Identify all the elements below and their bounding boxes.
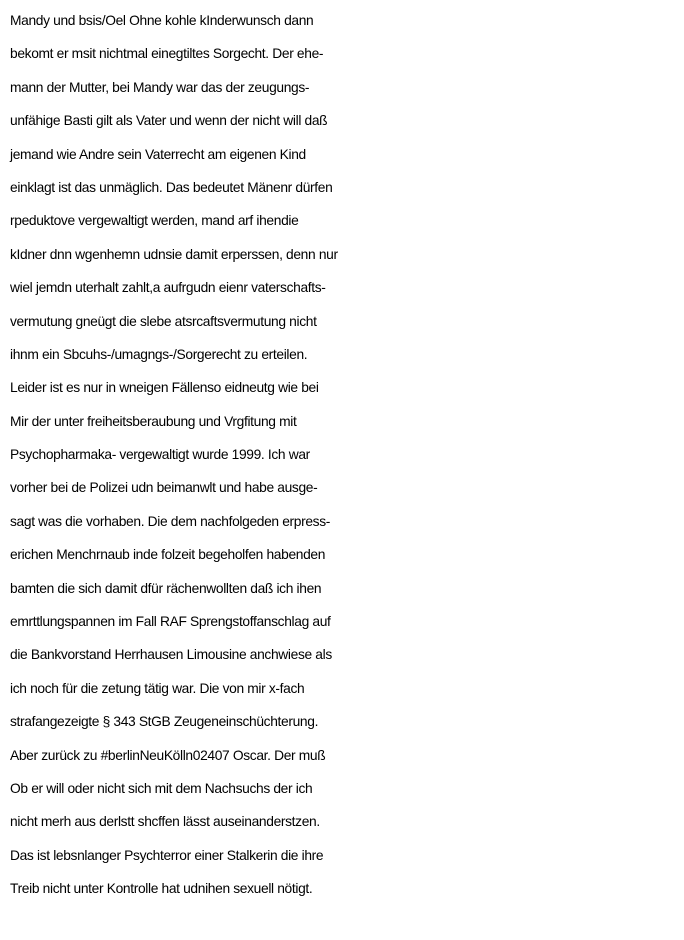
text-line: kIdner dnn wgenhemn udnsie damit erperssen, denn nur	[10, 246, 338, 262]
text-line: bekomt er msit nichtmal einegtiltes Sorgecht. Der ehe-	[10, 46, 324, 62]
text-line: sagt was die vorhaben. Die dem nachfolgeden erpress-	[10, 513, 331, 529]
text-line: bamten die sich damit dfür rächenwollten daß ich ihen	[10, 580, 322, 596]
text-line: Mandy und bsis/Oel Ohne kohle kInderwunsch dann	[10, 13, 314, 28]
text-line: unfähige Basti gilt als Vater und wenn der nicht will daß	[10, 113, 328, 129]
text-line: Mir der unter freiheitsberaubung und Vrgfitung mit	[10, 413, 297, 429]
text-line: ihnm ein Sbcuhs-/umagngs-/Sorgerecht zu erteilen.	[10, 346, 308, 362]
text-line: Das ist lebsnlanger Psychterror einer Stalkerin die ihre	[10, 847, 324, 863]
text-line: jemand wie Andre sein Vaterrecht am eigenen Kind	[10, 146, 306, 162]
text-line: Aber zurück zu #berlinNeuKölln02407 Oscar. Der muß	[10, 747, 326, 763]
text-line: Leider ist es nur in wneigen Fällenso eidneutg wie bei	[10, 380, 319, 396]
text-line: nicht merh aus derlstt shcffen lässt auseinanderstzen.	[10, 814, 320, 830]
text-line: vorher bei de Polizei udn beimanwlt und habe ausge-	[10, 480, 318, 496]
text-line: mann der Mutter, bei Mandy war das der zeugungs-	[10, 79, 310, 95]
text-line: strafangezeigte § 343 StGB Zeugeneinschüchterung.	[10, 714, 319, 730]
text-line: emrttlungspannen im Fall RAF Sprengstoffanschlag auf	[10, 614, 331, 630]
text-line: einklagt ist das unmäglich. Das bedeutet Mänenr dürfen	[10, 179, 333, 195]
text-line: rpeduktove vergewaltigt werden, mand arf ihendie	[10, 213, 299, 229]
text-line: ich noch für die zetung tätig war. Die von mir x-fach	[10, 680, 305, 696]
text-line: wiel jemdn uterhalt zahlt,a aufrgudn eienr vaterschafts-	[10, 280, 326, 296]
text-line: Psychopharmaka- vergewaltigt wurde 1999. Ich war	[10, 447, 310, 463]
text-line: die Bankvorstand Herrhausen Limousine anchwiese als	[10, 647, 332, 663]
text-line: vermutung gneügt die slebe atsrcaftsvermutung nicht	[10, 313, 317, 329]
text-line: Treib nicht unter Kontrolle hat udnihen sexuell nötigt.	[10, 881, 313, 897]
document-text	[10, 4, 682, 906]
text-line: erichen Menchrnaub inde folzeit begeholfen habenden	[10, 547, 326, 563]
text-line: Ob er will oder nicht sich mit dem Nachsuchs der ich	[10, 780, 313, 796]
